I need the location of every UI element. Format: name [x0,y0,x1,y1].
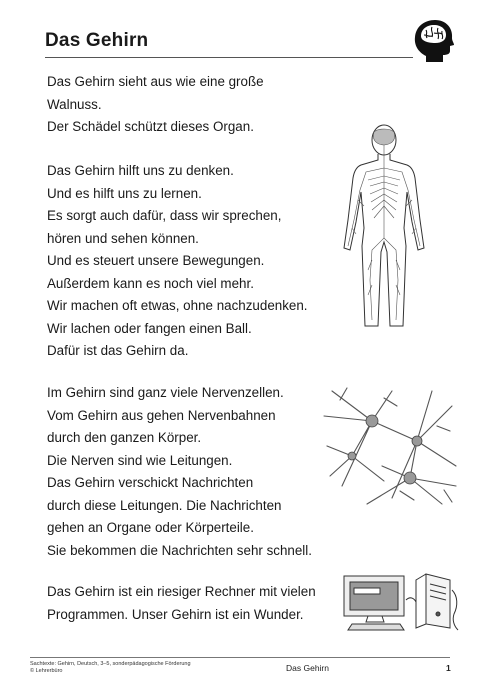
text-line: Außerdem kann es noch viel mehr. [47,275,254,291]
text-line: Sie bekommen die Nachrichten sehr schnell. [47,542,312,558]
text-line: Programmen. Unser Gehirn ist ein Wunder. [47,606,304,622]
paragraph-nerves [47,382,312,562]
page-number: 1 [446,663,451,673]
text-line: Vom Gehirn aus gehen Nervenbahnen [47,407,276,423]
text-line: durch diese Leitungen. Die Nachrichten [47,497,282,513]
text-line: Das Gehirn ist ein riesiger Rechner mit vielen [47,584,316,599]
text-line: durch den ganzen Körper. [47,430,202,445]
text-line: Es sorgt auch dafür, dass wir sprechen, [47,208,282,223]
text-line: Die Nerven sind wie Leitungen. [47,452,233,468]
text-line: Und es hilft uns zu lernen. [47,185,202,201]
footer-copyright: © Lehrerbüro [30,668,63,674]
page-title: Das Gehirn [45,30,149,51]
paragraph-intro [47,71,264,139]
text-line: Der Schädel schützt dieses Organ. [47,119,254,134]
neuron-network-icon [322,386,458,506]
text-line: Im Gehirn sind ganz viele Nervenzellen. [47,385,284,400]
text-line: Wir lachen oder fangen einen Ball. [47,320,252,336]
paragraph-computer [47,581,316,626]
footer-title: Das Gehirn [286,663,329,673]
text-line: Walnuss. [47,96,102,112]
text-line: Das Gehirn verschickt Nachrichten [47,475,254,490]
footer-source [30,661,191,675]
paragraph-functions [47,160,308,363]
nervous-system-body-icon [328,120,440,332]
text-line: Das Gehirn hilft uns zu denken. [47,163,234,178]
text-line: hören und sehen können. [47,230,199,246]
footer-divider [30,657,450,658]
text-line: gehen an Organe oder Körperteile. [47,520,254,535]
text-line: Wir machen oft etwas, ohne nachzudenken. [47,298,308,313]
footer-source-line: Sachtexte: Gehirn, Deutsch, 3–5, sonderpädagogische Förderung [30,661,191,667]
brain-head-icon [408,16,458,66]
text-line: Dafür ist das Gehirn da. [47,343,189,358]
title-underline [45,57,413,58]
desktop-computer-icon [340,570,462,632]
text-line: Und es steuert unsere Bewegungen. [47,253,265,268]
text-line: Das Gehirn sieht aus wie eine große [47,74,264,89]
